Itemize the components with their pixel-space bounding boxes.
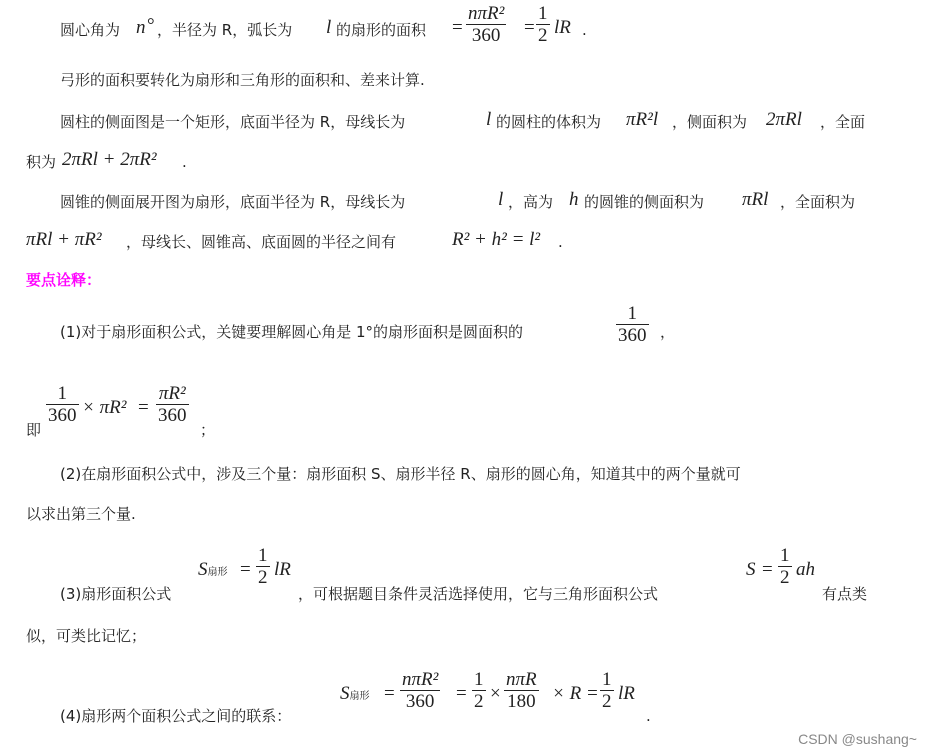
math-ah: ah (796, 559, 815, 580)
text-p3-a: (3)扇形面积公式 (60, 585, 172, 603)
text-line3-c: ，侧面积为 (672, 113, 748, 131)
fraction-denominator: 360 (471, 25, 501, 46)
math-relation: R² + h² = l² (452, 229, 541, 250)
fraction-numerator: 1 (474, 669, 484, 690)
fraction-numerator: 1 (627, 303, 637, 324)
math-eq: = (384, 683, 395, 704)
math-total-area: 2πRl + 2πR² (62, 149, 157, 170)
math-S-subscript: 扇形 (349, 691, 370, 702)
fraction-numerator: 1 (602, 669, 612, 690)
text-line5-d: ，全面积为 (780, 193, 856, 211)
fraction-numerator: πR² (158, 383, 186, 404)
fraction-denominator: 2 (474, 691, 484, 712)
fraction-denominator: 2 (780, 567, 790, 588)
text-line1-a: 圆心角为 (60, 21, 121, 39)
watermark: CSDN @sushang~ (798, 731, 917, 747)
text-line1-c: 的扇形的面积 (336, 21, 427, 39)
fraction-denominator: 2 (258, 567, 268, 588)
text-line5-c: 的圆锥的侧面积为 (584, 193, 705, 211)
fraction-numerator: nπR² (468, 3, 505, 24)
text-p4-a: (4)扇形两个面积公式之间的联系： (60, 707, 292, 725)
text-line4-a: 积为 (26, 153, 57, 171)
fraction-1-2 (600, 670, 614, 713)
math-S-letter: S (340, 683, 350, 704)
math-S (340, 684, 370, 707)
math-eq: = (240, 559, 251, 580)
text-period: . (558, 233, 563, 251)
math-S-letter: S (198, 559, 208, 580)
text-ji: 即 (26, 421, 42, 439)
heading-key-points: 要点诠释： (26, 271, 102, 289)
math-cone-total: πRl + πR² (26, 229, 102, 250)
text-period: . (646, 707, 651, 725)
math-n: n (136, 17, 146, 38)
math-lR: lR (618, 683, 635, 704)
fraction-1-2 (256, 546, 270, 589)
math-l: l (326, 17, 332, 38)
text-p3-b: ，可根据题目条件灵活选择使用，它与三角形面积公式 (298, 585, 659, 603)
math-times-R: × R = (552, 683, 599, 704)
fraction-npir2-360 (466, 4, 506, 47)
math-lR: lR (554, 17, 571, 38)
text-p2-a: (2)在扇形面积公式中，涉及三个量：扇形面积 S、扇形半径 R、扇形的圆心角，知道其中的两个量就可 (60, 465, 741, 483)
text-line3-a: 圆柱的侧面图是一个矩形，底面半径为 R，母线长为 (60, 113, 406, 131)
fraction-denominator: 2 (602, 691, 612, 712)
fraction-numerator: 1 (258, 545, 268, 566)
math-eq2: = (524, 17, 535, 38)
text-line1-b: ，半径为 R，弧长为 (157, 21, 293, 39)
math-l: l (486, 109, 492, 130)
fraction-1-2 (536, 4, 550, 47)
math-times: × (490, 683, 501, 704)
text-p1: (1)对于扇形面积公式，关键要理解圆心角是 1°的扇形面积是圆面积的 (60, 323, 524, 341)
text-p2-b: 以求出第三个量. (26, 505, 136, 523)
text-line2: 弓形的面积要转化为扇形和三角形的面积和、差来计算. (60, 71, 425, 89)
fraction-denominator: 360 (158, 405, 187, 426)
math-times-pir2: × πR² (82, 397, 127, 418)
fraction-npir-180 (504, 670, 539, 713)
fraction-numerator: nπR² (402, 669, 439, 690)
math-deg: ° (147, 15, 155, 36)
text-line3-b: 的圆柱的体积为 (496, 113, 602, 131)
math-eq2: = (762, 559, 773, 580)
math-S (198, 560, 228, 583)
fraction-numerator: 1 (780, 545, 790, 566)
fraction-1-2 (472, 670, 486, 713)
math-S2: S (746, 559, 756, 580)
math-lR: lR (274, 559, 291, 580)
text-period: . (182, 153, 187, 171)
fraction-npir2-360 (400, 670, 440, 713)
math-l: l (498, 189, 504, 210)
math-eq2: = (456, 683, 467, 704)
fraction-denominator: 360 (618, 325, 647, 346)
fraction-1-2 (778, 546, 792, 589)
math-h: h (569, 189, 579, 210)
fraction-denominator: 360 (405, 691, 435, 712)
math-S-subscript: 扇形 (207, 567, 228, 578)
math-volume: πR²l (626, 109, 659, 130)
math-eq: = (452, 17, 463, 38)
fraction-numerator: 1 (57, 383, 67, 404)
math-eq: = (138, 397, 149, 418)
text-line6-a: ，母线长、圆锥高、底面圆的半径之间有 (126, 233, 397, 251)
fraction-numerator: nπR (506, 669, 537, 690)
fraction-denominator: 360 (48, 405, 77, 426)
text-line3-d: ，全面 (820, 113, 866, 131)
math-cone-side: πRl (742, 189, 769, 210)
text-comma: ， (660, 323, 676, 341)
fraction-1-360 (46, 384, 79, 427)
text-line5-b: ，高为 (508, 193, 554, 211)
text-p3-c: 有点类 (822, 585, 868, 603)
fraction-pir2-360 (156, 384, 189, 427)
text-semicolon: ； (200, 421, 216, 439)
text-p3-d: 似，可类比记忆； (26, 627, 147, 645)
fraction-denominator: 180 (507, 691, 536, 712)
fraction-1-360 (616, 304, 649, 347)
math-side-area: 2πRl (766, 109, 802, 130)
fraction-numerator: 1 (538, 3, 548, 24)
fraction-denominator: 2 (538, 25, 548, 46)
text-line5-a: 圆锥的侧面展开图为扇形，底面半径为 R，母线长为 (60, 193, 406, 211)
text-period: . (582, 21, 587, 39)
